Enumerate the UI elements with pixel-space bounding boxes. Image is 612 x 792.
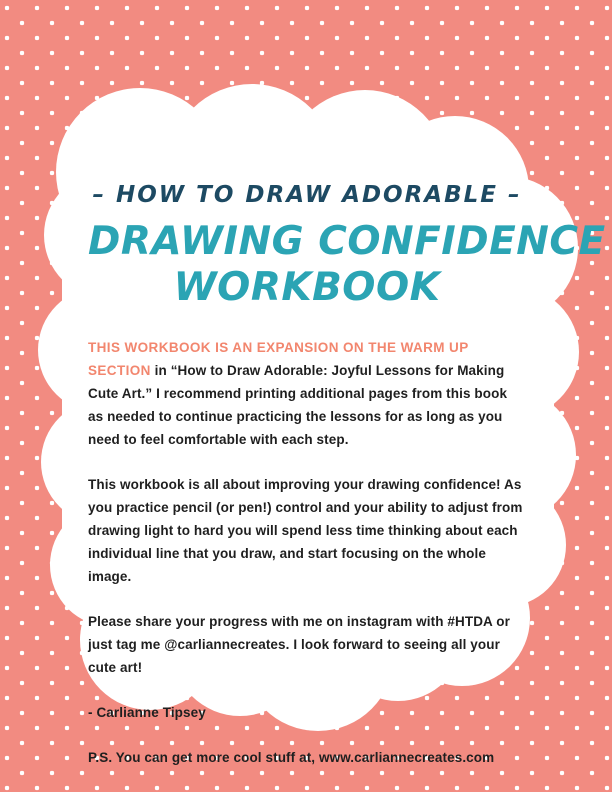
author-signature: - Carlianne Tipsey — [88, 705, 206, 721]
intro-lead-caps: THIS WORKBOOK IS AN EXPANSION ON THE WARM UP SECTION — [88, 340, 469, 379]
series-kicker: – HOW TO DRAW ADORABLE – — [92, 182, 522, 208]
page-title-line-1: DRAWING CONFIDENCE — [88, 219, 606, 264]
page-title — [88, 219, 606, 310]
share-paragraph: Please share your progress with me on instagram with #HTDA or just tag me @carliannecreates. I look forward to seeing all your cute art! — [88, 614, 510, 676]
page-title-line-2: WORKBOOK — [173, 264, 441, 310]
intro-paragraph — [88, 336, 526, 451]
postscript-line: P.S. You can get more cool stuff at, www.carliannecreates.com — [88, 750, 495, 766]
confidence-paragraph: This workbook is all about improving your drawing confidence! As you practice pencil (or pen!) control and your ability to adjust from drawing light to hard you will spend less time thinking about each individual line that you draw, and start focusing on the whole image. — [88, 477, 523, 585]
intro-rest: in “How to Draw Adorable: Joyful Lessons for Making Cute Art.” I recommend printing additional pages from this book as needed to continue practicing the lessons for as long as you need to feel comfortable with each step. — [88, 363, 508, 448]
page-content — [88, 182, 606, 791]
body-text — [88, 336, 526, 769]
